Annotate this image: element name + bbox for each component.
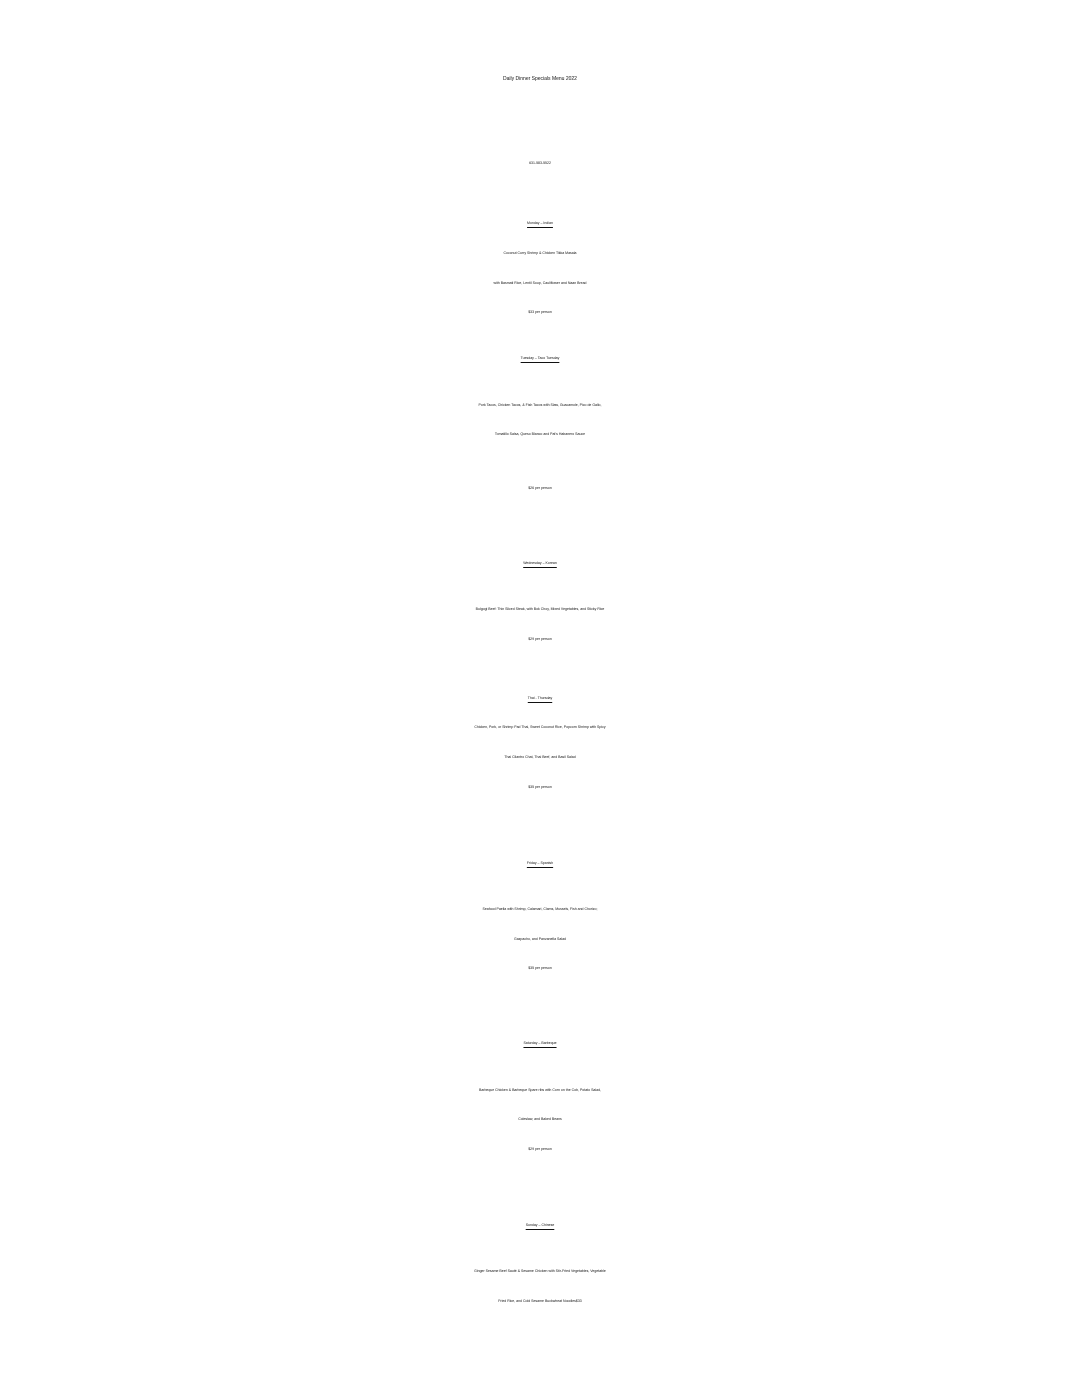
thursday-price: $35 per person	[528, 785, 552, 789]
minimum-order-note	[0, 99, 1080, 123]
tuesday-tortilla-note	[0, 451, 1080, 471]
wednesday-line-1: Bulgogi Beef: Thin Sliced Steak, with Bok Choy, Mixed Vegetables, and Sticky Rice	[475, 607, 605, 611]
saturday-heading: Saturday – Barbeque	[523, 1041, 557, 1045]
friday-line-2: Gazpacho, and Panzanella Salad	[514, 937, 566, 941]
saturday-price: $29 per person	[528, 1147, 552, 1151]
sunday-heading: Sunday – Chinese	[525, 1223, 555, 1227]
menu-title: Daily Dinner Specials Menu 2022	[503, 76, 577, 82]
saturday-line-2: Coleslaw, and Baked Beans	[518, 1117, 562, 1121]
sunday-line-2: Fried Rice, and Cold Sesame Buckwheat Noodles$33	[498, 1299, 582, 1303]
friday-line-1: Seafood Paella with Shrimp, Calamari, Clams, Mussels, Fish and Chorizo;	[482, 907, 598, 911]
order-deadline	[0, 124, 1080, 148]
friday-price: $35 per person	[528, 966, 552, 970]
monday-line-1: Coconut Curry Shrimp & Chicken Tikka Masala	[503, 251, 577, 255]
tuesday-heading: Tuesday – Taco Tuesday	[520, 356, 560, 360]
thursday-line-1: Chicken, Pork, or Shrimp Pad Thai, Sweet Coconut Rice, Popcorn Shrimp with Spicy	[474, 725, 606, 729]
sunday-line-1: Ginger Sesame Beef Sauté & Sesame Chicken with Stir-Fried Vegetables, Vegetable	[474, 1269, 606, 1273]
thursday-line-2: Thai Cilantro Chat, Thai Beef, and Basil Salad	[504, 755, 576, 759]
monday-heading: Monday – Indian	[527, 221, 553, 225]
thursday-heading: Thai - Thursday	[527, 696, 553, 700]
friday-heading: Friday – Spanish	[526, 861, 554, 865]
monday-line-2: with Basmati Rice, Lentil Soup, Cauliflower and Naan Bread	[493, 281, 587, 285]
tuesday-line-2: Tomatillo Salsa, Queso Blanco and Pat’s Habanero Sauce	[494, 432, 586, 436]
tuesday-price: $26 per person	[528, 486, 552, 490]
wednesday-heading: Wednesday – Korean	[523, 561, 557, 565]
saturday-line-1: Barbeque Chicken & Barbeque Spare ribs with Corn on the Cob, Potato Salad,	[479, 1088, 601, 1092]
tuesday-line-1: Pork Tacos, Chicken Tacos, & Fish Tacos with Slaw, Guacamole, Pico de Gallo,	[478, 403, 602, 407]
wednesday-price: $29 per person	[528, 637, 552, 641]
monday-price: $33 per person	[528, 310, 552, 314]
phone-number: 631-583-5522	[529, 161, 551, 165]
